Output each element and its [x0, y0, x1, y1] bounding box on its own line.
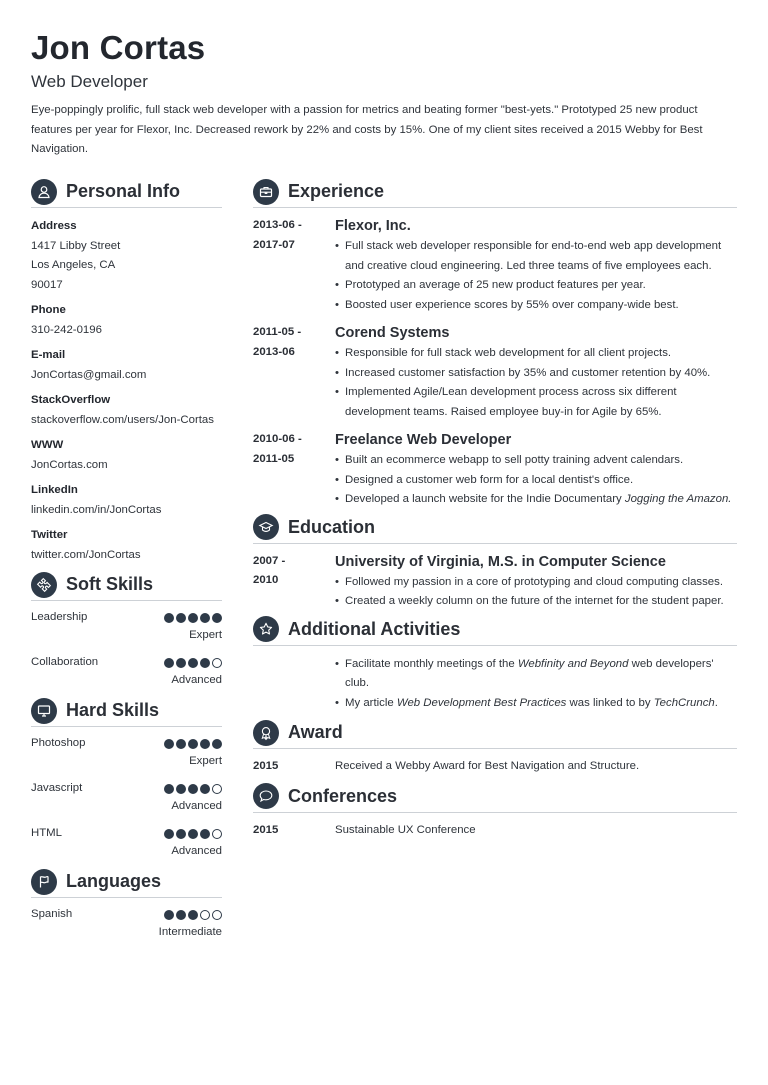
section-title: Soft Skills [66, 574, 154, 594]
www-value: JonCortas.com [31, 458, 108, 471]
linkedin-block [31, 481, 222, 520]
experience-entry [253, 323, 737, 422]
skill-name: Spanish [31, 908, 73, 920]
award-entry [253, 757, 737, 777]
resume-columns [31, 178, 737, 1078]
skill-level: Advanced [171, 800, 222, 812]
date-end: 2013-06 [253, 345, 295, 358]
section-title: Education [288, 516, 376, 537]
bullet-text: My article [345, 696, 397, 709]
section-title: Conferences [288, 785, 398, 806]
bullet-item: • Implemented Agile/Lean development process across six different development teams. Raised employee buy-in for Agile by 65%. [335, 383, 737, 422]
rating-dot-empty [212, 910, 222, 920]
rating-dot-filled [164, 784, 174, 794]
date-end: 2017-07 [253, 238, 295, 251]
entry-date [253, 654, 335, 714]
bullet-item: • Designed a customer web form for a local dentist's office. [335, 471, 737, 491]
date-end: 2011-05 [253, 452, 295, 465]
rating-dot-filled [200, 739, 210, 749]
bullet-item [335, 694, 737, 714]
candidate-name: Jon Cortas [31, 29, 206, 66]
rating-dot-filled [176, 613, 186, 623]
languages-header [31, 868, 222, 898]
date-end: 2010 [253, 574, 279, 586]
entry-body [335, 821, 737, 841]
skill-row [31, 900, 222, 943]
education-entry [253, 552, 737, 612]
graduation-cap-icon [253, 514, 279, 540]
entry-date [253, 323, 335, 422]
bullet-item: • Responsible for full stack web development for all client projects. [335, 344, 737, 364]
skill-rating [164, 784, 222, 794]
twitter-block [31, 526, 222, 565]
article-title: Web Development Best Practices [396, 696, 567, 709]
activities-header [253, 616, 737, 646]
entry-organization: Corend Systems [335, 325, 450, 341]
rating-dot-filled [164, 910, 174, 920]
rating-dot-filled [188, 910, 198, 920]
conferences-header [253, 783, 737, 813]
entry-body [335, 216, 737, 315]
section-title: Additional Activities [288, 618, 461, 639]
skill-row [31, 819, 222, 862]
left-column [31, 178, 222, 943]
date-start: 2013-06 - [253, 219, 302, 231]
stackoverflow-label: StackOverflow [31, 394, 111, 406]
skill-level: Advanced [171, 845, 222, 857]
skill-name: Leadership [31, 611, 88, 623]
skill-level: Advanced [171, 674, 222, 686]
rating-dot-empty [212, 784, 222, 794]
activities-entry [253, 654, 737, 714]
bullet-list [335, 344, 737, 422]
skill-name: Javascript [31, 782, 83, 794]
rating-dot-filled [176, 784, 186, 794]
rating-dot-filled [188, 739, 198, 749]
bullet-item: • Boosted user experience scores by 55% over company-wide best. [335, 296, 737, 316]
rating-dot-filled [200, 658, 210, 668]
www-block [31, 436, 222, 475]
skill-row [31, 729, 222, 772]
skill-level: Intermediate [158, 926, 222, 938]
bullet-item [335, 490, 737, 510]
education-header [253, 514, 737, 544]
rating-dot-filled [200, 784, 210, 794]
skill-name: Photoshop [31, 737, 86, 749]
speech-bubble-icon [253, 783, 279, 809]
experience-entry [253, 430, 737, 510]
experience-entry [253, 216, 737, 315]
date-start: 2010-06 - [253, 433, 302, 445]
award-text: Received a Webby Award for Best Navigation and Structure. [335, 760, 640, 772]
rating-dot-filled [164, 829, 174, 839]
rating-dot-filled [188, 658, 198, 668]
rating-dot-filled [176, 910, 186, 920]
entry-body [335, 430, 737, 510]
bullet-list [335, 655, 737, 714]
rating-dot-filled [212, 739, 222, 749]
skill-row [31, 603, 222, 646]
skill-level: Expert [189, 629, 222, 641]
personal-info-list [31, 217, 222, 565]
entry-body [335, 757, 737, 777]
www-label: WWW [31, 439, 64, 451]
rating-dot-filled [188, 613, 198, 623]
email-value: JonCortas@gmail.com [31, 368, 147, 381]
address-line: Los Angeles, CA [31, 259, 116, 271]
section-title: Hard Skills [66, 700, 160, 720]
skill-rating [164, 658, 222, 668]
skill-row [31, 648, 222, 691]
soft-skills-header [31, 571, 222, 601]
rating-dot-empty [212, 829, 222, 839]
bullet-item: • Increased customer satisfaction by 35% and customer retention by 40%. [335, 364, 737, 384]
address-block [31, 217, 222, 295]
entry-date [253, 552, 335, 612]
bullet-text: was linked to by [566, 696, 654, 709]
entry-date: 2015 [253, 823, 279, 836]
rating-dot-filled [176, 829, 186, 839]
bullet-list [335, 237, 737, 315]
documentary-title: Jogging the Amazon. [624, 493, 732, 505]
bullet-text: web developers' club. [345, 657, 714, 689]
skill-rating [164, 613, 222, 623]
experience-header [253, 178, 737, 208]
rating-dot-empty [212, 658, 222, 668]
skill-rating [164, 829, 222, 839]
entry-organization: Flexor, Inc. [335, 218, 411, 234]
entry-date [253, 430, 335, 510]
star-icon [253, 616, 279, 642]
phone-block [31, 301, 222, 340]
bullet-text: Developed a launch website for the Indie Documentary [345, 493, 625, 505]
briefcase-icon [253, 179, 279, 205]
stackoverflow-block [31, 391, 222, 430]
skill-name: HTML [31, 827, 63, 839]
skill-rating [164, 910, 222, 920]
address-line: 90017 [31, 278, 63, 291]
date-start: 2007 - [253, 554, 286, 567]
conference-entry [253, 821, 737, 841]
rating-dot-filled [188, 784, 198, 794]
linkedin-label: LinkedIn [31, 484, 78, 496]
address-label: Address [31, 220, 77, 232]
phone-label: Phone [31, 304, 66, 316]
rating-dot-filled [188, 829, 198, 839]
email-label: E-mail [31, 349, 66, 361]
candidate-title: Web Developer [31, 72, 148, 91]
rating-dot-filled [164, 658, 174, 668]
entry-body [335, 323, 737, 422]
entry-organization: Freelance Web Developer [335, 432, 512, 448]
rating-dot-filled [176, 739, 186, 749]
entry-body [335, 654, 737, 714]
stackoverflow-value: stackoverflow.com/users/Jon-Cortas [31, 413, 214, 426]
personal-info-header [31, 178, 222, 208]
rating-dot-filled [200, 829, 210, 839]
monitor-icon [31, 698, 57, 724]
bullet-item: • Built an ecommerce webapp to sell potty training advent calendars. [335, 451, 737, 471]
rating-dot-filled [164, 613, 174, 623]
right-column [253, 178, 737, 840]
bullet-list [335, 573, 737, 612]
bullet-text: Facilitate monthly meetings of the [345, 657, 518, 670]
section-title: Award [288, 722, 343, 742]
bullet-item [335, 655, 737, 694]
email-block [31, 346, 222, 385]
rating-dot-filled [212, 613, 222, 623]
address-line: 1417 Libby Street [31, 239, 121, 252]
user-icon [31, 179, 57, 205]
entry-organization: University of Virginia, M.S. in Computer Science [335, 553, 666, 570]
bullet-item: • Created a weekly column on the future of the internet for the student paper. [335, 592, 737, 612]
skill-rating [164, 739, 222, 749]
rating-dot-empty [200, 910, 210, 920]
award-header [253, 719, 737, 749]
phone-value: 310-242-0196 [31, 323, 102, 336]
bullet-item: • Prototyped an average of 25 new product features per year. [335, 276, 737, 296]
entry-date [253, 216, 335, 315]
twitter-label: Twitter [31, 529, 68, 541]
hard-skills-header [31, 697, 222, 727]
entry-date: 2015 [253, 760, 279, 772]
conference-text: Sustainable UX Conference [335, 823, 476, 836]
group-name: Webfinity and Beyond [517, 657, 629, 670]
twitter-value: twitter.com/JonCortas [31, 548, 141, 561]
entry-body [335, 552, 737, 612]
section-title: Personal Info [66, 181, 181, 201]
bullet-item: • Followed my passion in a core of prototyping and cloud computing classes. [335, 573, 737, 593]
publication-name: TechCrunch [653, 696, 715, 709]
section-title: Experience [288, 181, 385, 201]
skill-name: Collaboration [31, 656, 99, 668]
rating-dot-filled [176, 658, 186, 668]
summary: Eye-poppingly prolific, full stack web developer with a passion for metrics and beating former "best-yets." Prototyped 25 new product features per year for Flexor, Inc. Decreased rework by 22% and costs by 15%. One of my client sites received a 2015 Webby for Best Navigation. [31, 104, 703, 155]
award-icon [253, 720, 279, 746]
section-title: Languages [66, 871, 162, 891]
linkedin-value: linkedin.com/in/JonCortas [31, 503, 162, 516]
skill-level: Expert [189, 755, 222, 767]
puzzle-icon [31, 572, 57, 598]
date-start: 2011-05 - [253, 326, 302, 338]
rating-dot-filled [164, 739, 174, 749]
bullet-item: • Full stack web developer responsible for end-to-end web app development and creative cloud engineering. Led three teams of five employees each. [335, 237, 737, 276]
skill-row [31, 774, 222, 817]
rating-dot-filled [200, 613, 210, 623]
bullet-text: . [714, 696, 718, 709]
bullet-list [335, 451, 737, 510]
flag-icon [31, 869, 57, 895]
